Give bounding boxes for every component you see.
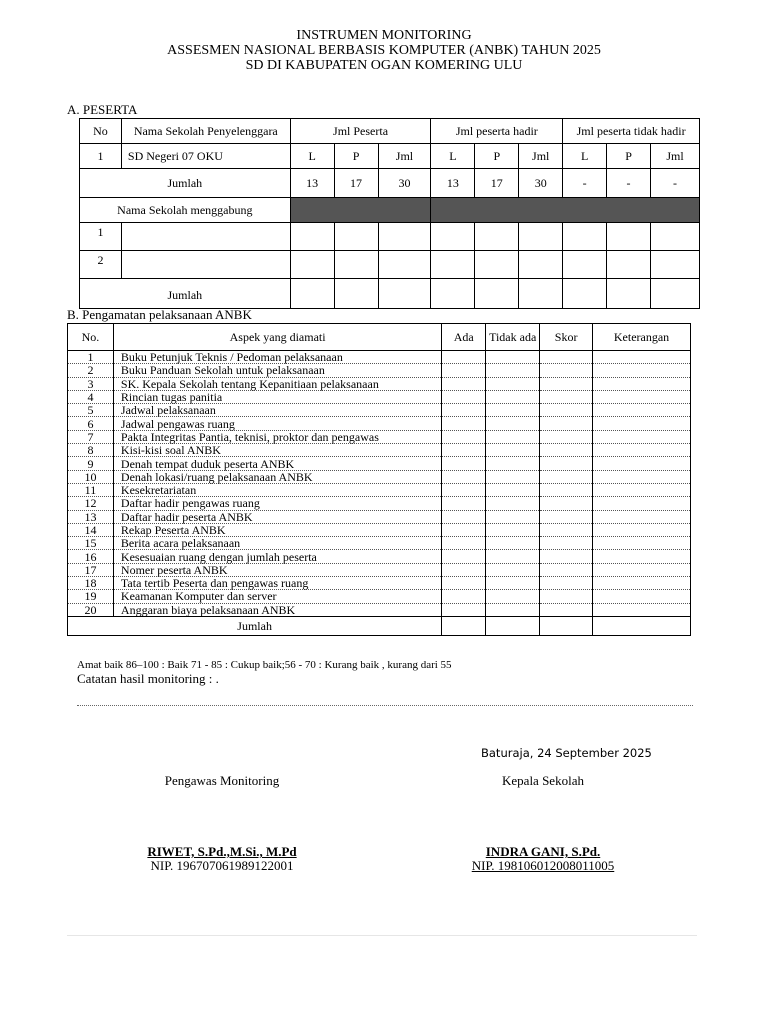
empty-cell (519, 223, 563, 251)
empty-cell (651, 223, 700, 251)
subheader-cell: Jml (378, 144, 431, 169)
total-cell: 30 (519, 169, 563, 198)
note-cell (593, 470, 691, 483)
subheader-cell: P (607, 144, 651, 169)
score-cell (540, 351, 593, 364)
title-line-2: ASSESMEN NASIONAL BERBASIS KOMPUTER (ANBK) TAHUN 2025 (167, 43, 601, 58)
merged-row-no: 1 (80, 223, 122, 251)
note-cell (593, 364, 691, 377)
aspect-text: Daftar hadir pengawas ruang (113, 497, 441, 510)
merged-row-no: 2 (80, 251, 122, 279)
observation-row (68, 563, 691, 576)
note-cell (593, 590, 691, 603)
aspect-text: Keamanan Komputer dan server (113, 590, 441, 603)
subheader-cell: P (334, 144, 378, 169)
aspect-text: Denah lokasi/ruang pelaksanaan ANBK (113, 470, 441, 483)
aspect-text: Jadwal pelaksanaan (113, 404, 441, 417)
total-cell: - (563, 169, 607, 198)
observation-row (68, 377, 691, 390)
yes-cell (442, 563, 486, 576)
row-number: 13 (68, 510, 114, 523)
notes-label: Catatan hasil monitoring : . (77, 671, 219, 686)
empty-cell (121, 251, 290, 279)
not-exist-cell (486, 537, 540, 550)
aspect-text: Pakta Integritas Pantia, teknisi, proktor dan pengawas (113, 430, 441, 443)
observation-row (68, 550, 691, 563)
subheader-cell: L (290, 144, 334, 169)
yes-cell (442, 483, 486, 496)
score-cell (540, 483, 593, 496)
empty-cell (334, 251, 378, 279)
empty-cell (519, 279, 563, 309)
not-exist-cell (486, 577, 540, 590)
place-date: Baturaja, 24 September 2025 (481, 746, 652, 760)
right-signer-name: INDRA GANI, S.Pd. (485, 844, 601, 859)
note-cell (593, 483, 691, 496)
score-cell (540, 390, 593, 403)
observation-row (68, 470, 691, 483)
not-exist-cell (486, 563, 540, 576)
total-cell: 17 (475, 169, 519, 198)
col-absent-header: Jml peserta tidak hadir (563, 119, 700, 144)
score-cell (540, 590, 593, 603)
row-number: 17 (68, 563, 114, 576)
observation-row (68, 390, 691, 403)
shaded-cell (290, 198, 431, 223)
right-signer-role: Kepala Sekolah (502, 773, 584, 788)
row-number: 6 (68, 417, 114, 430)
aspect-text: Denah tempat duduk peserta ANBK (113, 457, 441, 470)
total-cell: 13 (431, 169, 475, 198)
empty-cell (486, 616, 540, 635)
not-exist-cell (486, 457, 540, 470)
empty-cell (593, 616, 691, 635)
aspect-text: Buku Petunjuk Teknis / Pedoman pelaksanaan (113, 351, 441, 364)
score-cell (540, 603, 593, 616)
not-exist-cell (486, 390, 540, 403)
row-number: 8 (68, 444, 114, 457)
total-cell: - (651, 169, 700, 198)
observation-row (68, 457, 691, 470)
note-cell (593, 523, 691, 536)
school-name: SD Negeri 07 OKU (121, 144, 290, 169)
score-cell (540, 497, 593, 510)
aspect-text: Berita acara pelaksanaan (113, 537, 441, 550)
aspect-text: Anggaran biaya pelaksanaan ANBK (113, 603, 441, 616)
empty-cell (563, 251, 607, 279)
title-line-1: INSTRUMEN MONITORING (296, 28, 472, 43)
observation-row (68, 510, 691, 523)
col-no-header: No. (68, 324, 114, 351)
not-exist-cell (486, 483, 540, 496)
total-label: Jumlah (68, 616, 442, 635)
not-exist-cell (486, 550, 540, 563)
observation-row (68, 417, 691, 430)
yes-cell (442, 497, 486, 510)
observation-row (68, 404, 691, 417)
note-cell (593, 563, 691, 576)
note-cell (593, 457, 691, 470)
total-cell: 17 (334, 169, 378, 198)
empty-cell (607, 251, 651, 279)
section-b-heading: B. Pengamatan pelaksanaan ANBK (67, 307, 252, 322)
not-exist-cell (486, 377, 540, 390)
score-cell (540, 377, 593, 390)
note-cell (593, 510, 691, 523)
yes-cell (442, 430, 486, 443)
empty-cell (607, 223, 651, 251)
aspect-text: Buku Panduan Sekolah untuk pelaksanaan (113, 364, 441, 377)
row-number: 15 (68, 537, 114, 550)
row-number: 4 (68, 390, 114, 403)
score-legend: Amat baik 86–100 : Baik 71 - 85 : Cukup baik;56 - 70 : Kurang baik , kurang dari 55 (77, 659, 452, 671)
observation-row (68, 603, 691, 616)
row-number: 1 (68, 351, 114, 364)
section-a-heading: A. PESERTA (67, 102, 138, 117)
notes-line (77, 705, 693, 706)
col-participants-header: Jml Peserta (290, 119, 431, 144)
note-cell (593, 390, 691, 403)
subheader-cell: P (475, 144, 519, 169)
yes-cell (442, 577, 486, 590)
col-score-header: Skor (540, 324, 593, 351)
row-number: 11 (68, 483, 114, 496)
empty-cell (475, 251, 519, 279)
note-cell (593, 430, 691, 443)
empty-cell (540, 616, 593, 635)
subheader-cell: Jml (651, 144, 700, 169)
yes-cell (442, 457, 486, 470)
score-cell (540, 430, 593, 443)
note-cell (593, 377, 691, 390)
col-aspect-header: Aspek yang diamati (113, 324, 441, 351)
merged-schools-label: Nama Sekolah menggabung (80, 198, 291, 223)
total-label: Jumlah (80, 169, 291, 198)
not-exist-cell (486, 603, 540, 616)
yes-cell (442, 364, 486, 377)
note-cell (593, 550, 691, 563)
aspect-text: SK. Kepala Sekolah tentang Kepanitiaan pelaksanaan (113, 377, 441, 390)
not-exist-cell (486, 364, 540, 377)
not-exist-cell (486, 444, 540, 457)
yes-cell (442, 377, 486, 390)
empty-cell (431, 223, 475, 251)
not-exist-cell (486, 404, 540, 417)
aspect-text: Jadwal pengawas ruang (113, 417, 441, 430)
empty-cell (563, 223, 607, 251)
yes-cell (442, 404, 486, 417)
observation-row (68, 523, 691, 536)
right-signer-nip: NIP. 198106012008011005 (471, 858, 615, 873)
empty-cell (475, 223, 519, 251)
aspect-text: Kisi-kisi soal ANBK (113, 444, 441, 457)
aspect-text: Kesesuaian ruang dengan jumlah peserta (113, 550, 441, 563)
empty-cell (475, 279, 519, 309)
empty-cell (290, 251, 334, 279)
empty-cell (651, 251, 700, 279)
row-number: 14 (68, 523, 114, 536)
subheader-cell: Jml (519, 144, 563, 169)
col-not-exist-header: Tidak ada (486, 324, 540, 351)
aspect-text: Daftar hadir peserta ANBK (113, 510, 441, 523)
note-cell (593, 577, 691, 590)
shaded-cell (431, 198, 700, 223)
col-present-header: Jml peserta hadir (431, 119, 563, 144)
row-number: 7 (68, 430, 114, 443)
col-yes-header: Ada (442, 324, 486, 351)
merged-total-label: Jumlah (80, 279, 291, 309)
subheader-cell: L (563, 144, 607, 169)
participants-table (79, 118, 700, 309)
left-signer-name: RIWET, S.Pd.,M.Si., M.Pd (147, 844, 297, 859)
empty-cell (442, 616, 486, 635)
left-signer-role: Pengawas Monitoring (164, 773, 280, 788)
empty-cell (519, 251, 563, 279)
score-cell (540, 510, 593, 523)
yes-cell (442, 590, 486, 603)
empty-cell (334, 223, 378, 251)
observation-row (68, 483, 691, 496)
note-cell (593, 417, 691, 430)
score-cell (540, 364, 593, 377)
row-no: 1 (80, 144, 122, 169)
observation-row (68, 430, 691, 443)
observation-row (68, 444, 691, 457)
yes-cell (442, 523, 486, 536)
row-number: 10 (68, 470, 114, 483)
col-note-header: Keterangan (593, 324, 691, 351)
row-number: 18 (68, 577, 114, 590)
observation-row (68, 364, 691, 377)
observation-row (68, 537, 691, 550)
observation-row (68, 590, 691, 603)
empty-cell (334, 279, 378, 309)
empty-cell (290, 223, 334, 251)
empty-cell (607, 279, 651, 309)
aspect-text: Tata tertib Peserta dan pengawas ruang (113, 577, 441, 590)
row-number: 2 (68, 364, 114, 377)
yes-cell (442, 390, 486, 403)
aspect-text: Rekap Peserta ANBK (113, 523, 441, 536)
note-cell (593, 351, 691, 364)
empty-cell (378, 279, 431, 309)
row-number: 12 (68, 497, 114, 510)
empty-cell (431, 279, 475, 309)
note-cell (593, 444, 691, 457)
row-number: 3 (68, 377, 114, 390)
not-exist-cell (486, 510, 540, 523)
total-cell: - (607, 169, 651, 198)
score-cell (540, 444, 593, 457)
not-exist-cell (486, 590, 540, 603)
aspect-text: Kesekretariatan (113, 483, 441, 496)
footer-divider (67, 935, 697, 936)
score-cell (540, 457, 593, 470)
yes-cell (442, 417, 486, 430)
subheader-cell: L (431, 144, 475, 169)
score-cell (540, 404, 593, 417)
score-cell (540, 470, 593, 483)
score-cell (540, 523, 593, 536)
row-number: 16 (68, 550, 114, 563)
col-school-header: Nama Sekolah Penyelenggara (121, 119, 290, 144)
not-exist-cell (486, 430, 540, 443)
yes-cell (442, 550, 486, 563)
empty-cell (431, 251, 475, 279)
row-number: 9 (68, 457, 114, 470)
row-number: 5 (68, 404, 114, 417)
observation-row (68, 351, 691, 364)
yes-cell (442, 470, 486, 483)
yes-cell (442, 351, 486, 364)
observation-row (68, 577, 691, 590)
yes-cell (442, 444, 486, 457)
note-cell (593, 497, 691, 510)
aspect-text: Rincian tugas panitia (113, 390, 441, 403)
not-exist-cell (486, 497, 540, 510)
col-no-header: No (80, 119, 122, 144)
score-cell (540, 577, 593, 590)
score-cell (540, 417, 593, 430)
title-line-3: SD DI KABUPATEN OGAN KOMERING ULU (245, 58, 523, 73)
empty-cell (378, 223, 431, 251)
row-number: 19 (68, 590, 114, 603)
score-cell (540, 550, 593, 563)
not-exist-cell (486, 470, 540, 483)
yes-cell (442, 510, 486, 523)
yes-cell (442, 537, 486, 550)
not-exist-cell (486, 351, 540, 364)
note-cell (593, 537, 691, 550)
total-cell: 30 (378, 169, 431, 198)
empty-cell (378, 251, 431, 279)
empty-cell (563, 279, 607, 309)
observation-table (67, 323, 691, 636)
empty-cell (290, 279, 334, 309)
aspect-text: Nomer peserta ANBK (113, 563, 441, 576)
note-cell (593, 404, 691, 417)
not-exist-cell (486, 523, 540, 536)
observation-row (68, 497, 691, 510)
not-exist-cell (486, 417, 540, 430)
empty-cell (121, 223, 290, 251)
total-cell: 13 (290, 169, 334, 198)
row-number: 20 (68, 603, 114, 616)
score-cell (540, 537, 593, 550)
empty-cell (651, 279, 700, 309)
yes-cell (442, 603, 486, 616)
note-cell (593, 603, 691, 616)
left-signer-nip: NIP. 196707061989122001 (150, 858, 294, 873)
score-cell (540, 563, 593, 576)
